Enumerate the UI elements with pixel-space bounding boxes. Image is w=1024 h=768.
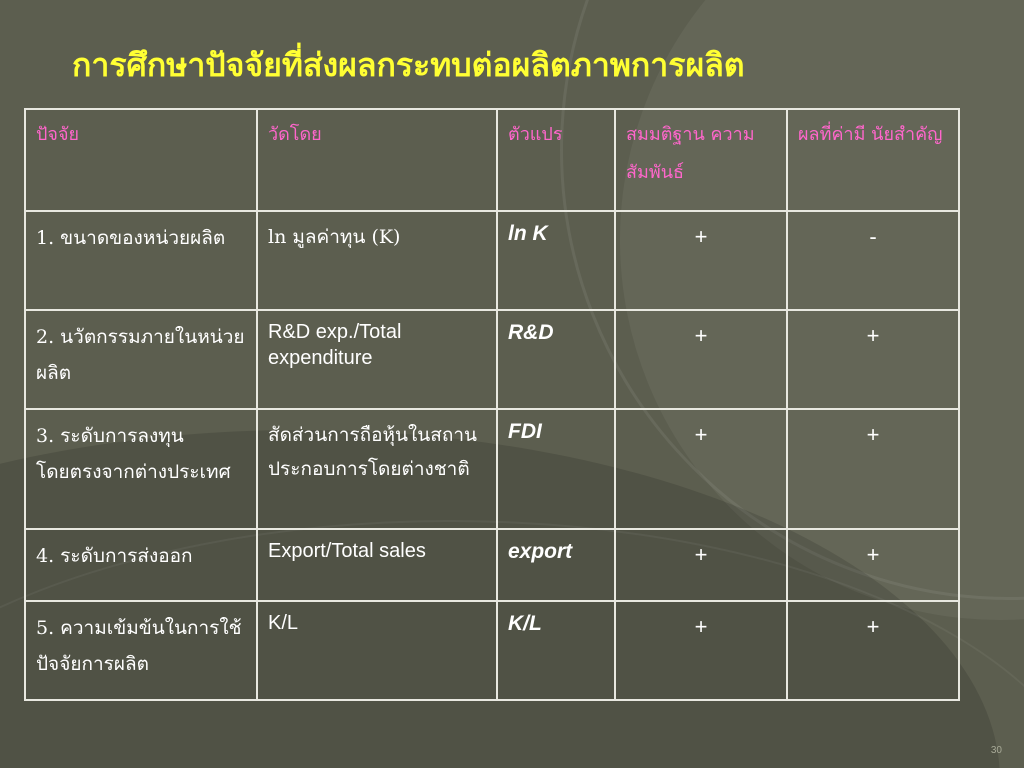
- table-row: [25, 601, 959, 700]
- cell-variable: R&D: [497, 310, 615, 409]
- table-row: [25, 529, 959, 601]
- table-row: [25, 211, 959, 310]
- header-significant-result: ผลที่ค่ามี นัยสำคัญ: [787, 109, 959, 211]
- cell-factor: 4. ระดับการส่งออก: [25, 529, 257, 601]
- table-row: [25, 409, 959, 529]
- cell-measure: K/L: [257, 601, 497, 700]
- cell-factor: 1. ขนาดของหน่วยผลิต: [25, 211, 257, 310]
- cell-result: +: [787, 409, 959, 529]
- cell-factor: 5. ความเข้มข้นในการใช้ปัจจัยการผลิต: [25, 601, 257, 700]
- header-hypothesis: สมมติฐาน ความสัมพันธ์: [615, 109, 787, 211]
- cell-result: +: [787, 529, 959, 601]
- cell-hypothesis: +: [615, 601, 787, 700]
- cell-measure: สัดส่วนการถือหุ้นในสถานประกอบการโดยต่างชาติ: [257, 409, 497, 529]
- cell-factor: 3. ระดับการลงทุนโดยตรงจากต่างประเทศ: [25, 409, 257, 529]
- slide-page-number: 30: [990, 745, 1002, 756]
- cell-hypothesis: +: [615, 310, 787, 409]
- cell-hypothesis: +: [615, 529, 787, 601]
- cell-hypothesis: +: [615, 211, 787, 310]
- cell-result: +: [787, 310, 959, 409]
- cell-measure: ln มูลค่าทุน (K): [257, 211, 497, 310]
- slide-title: การศึกษาปัจจัยที่ส่งผลกระทบต่อผลิตภาพการผลิต: [72, 46, 745, 84]
- cell-factor: 2. นวัตกรรมภายในหน่วยผลิต: [25, 310, 257, 409]
- cell-variable: K/L: [497, 601, 615, 700]
- cell-result: +: [787, 601, 959, 700]
- header-factor: ปัจจัย: [25, 109, 257, 211]
- header-measured-by: วัดโดย: [257, 109, 497, 211]
- cell-result: -: [787, 211, 959, 310]
- header-variable: ตัวแปร: [497, 109, 615, 211]
- cell-variable: ln K: [497, 211, 615, 310]
- table-header-row: [25, 109, 959, 211]
- cell-measure: R&D exp./Total expenditure: [257, 310, 497, 409]
- table-row: [25, 310, 959, 409]
- cell-variable: FDI: [497, 409, 615, 529]
- cell-variable: export: [497, 529, 615, 601]
- factors-table: [24, 108, 960, 701]
- cell-measure: Export/Total sales: [257, 529, 497, 601]
- cell-hypothesis: +: [615, 409, 787, 529]
